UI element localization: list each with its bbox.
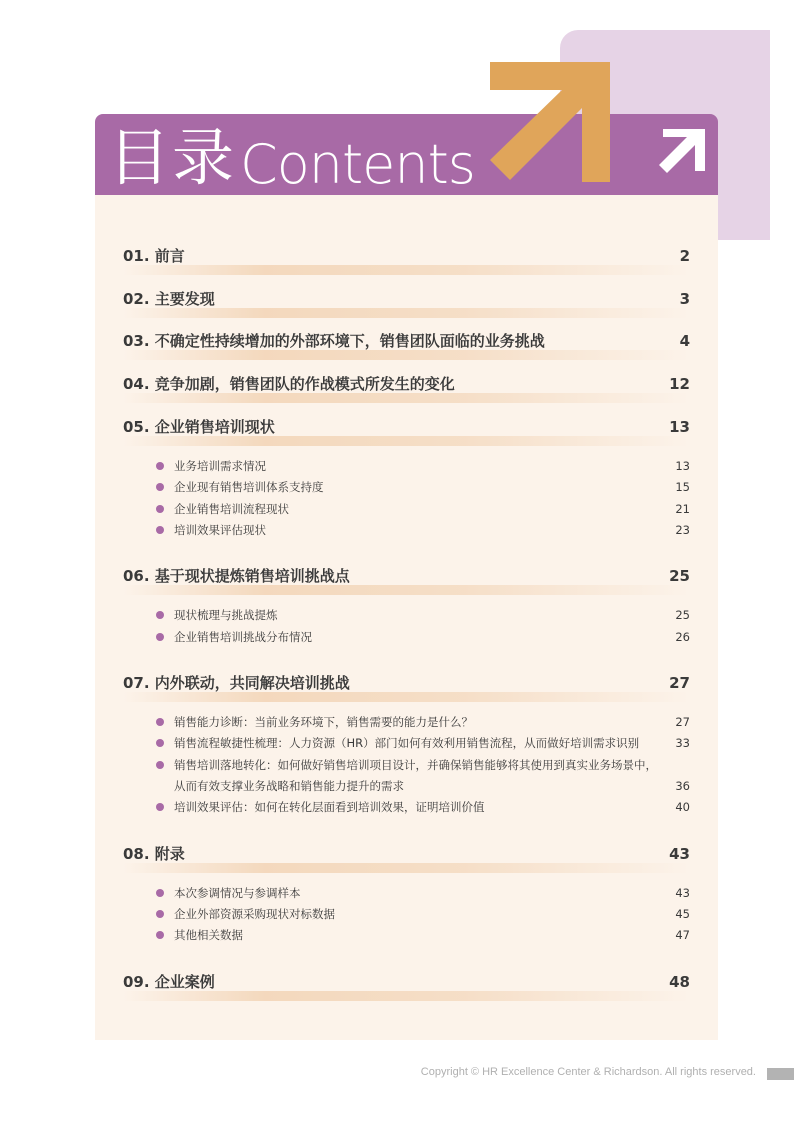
toc-entry-page: 3 [679, 290, 690, 308]
toc-entry-07[interactable] [123, 670, 690, 698]
toc-entry-page: 25 [669, 567, 690, 585]
toc-subentry-page: 43 [675, 886, 690, 900]
bullet-dot-icon [156, 761, 164, 769]
bullet-dot-icon [156, 462, 164, 470]
bullet-dot-icon [156, 633, 164, 641]
toc-entry-label: 08. 附录 [123, 845, 185, 863]
toc-subentry-page: 25 [675, 608, 690, 622]
toc-subentry-page: 13 [675, 459, 690, 473]
toc-subentry-page: 36 [675, 779, 690, 793]
toc-subentry[interactable] [156, 456, 690, 476]
toc-subentry-page: 47 [675, 928, 690, 942]
toc-entry-08[interactable] [123, 841, 690, 869]
toc-subentry-label: 企业现有销售培训体系支持度 [174, 480, 324, 494]
toc-subentry[interactable] [156, 499, 690, 519]
toc-entry-page: 4 [679, 332, 690, 350]
toc-entry-page: 27 [669, 674, 690, 692]
bullet-dot-icon [156, 803, 164, 811]
toc-subentry-label: 企业销售培训流程现状 [174, 502, 289, 516]
toc-subentry-label: 业务培训需求情况 [174, 459, 266, 473]
toc-subentry-page: 33 [675, 736, 690, 750]
toc-entry-page: 48 [669, 973, 690, 991]
toc-subentry-page: 27 [675, 715, 690, 729]
toc-entry-04[interactable] [123, 371, 690, 399]
toc-entry-06[interactable] [123, 563, 690, 591]
toc-entry-09[interactable] [123, 969, 690, 997]
toc-entry-label: 06. 基于现状提炼销售培训挑战点 [123, 567, 350, 585]
copyright-notice: Copyright © HR Excellence Center & Richardson. All rights reserved. [420, 1066, 756, 1078]
bullet-dot-icon [156, 739, 164, 747]
toc-subentry-page: 45 [675, 907, 690, 921]
toc-subentry[interactable] [156, 904, 690, 924]
toc-entry-05[interactable] [123, 414, 690, 442]
toc-subentry[interactable] [156, 925, 690, 945]
toc-subentry-page: 15 [675, 480, 690, 494]
toc-entry-label: 05. 企业销售培训现状 [123, 418, 275, 436]
toc-entry-02[interactable] [123, 286, 690, 314]
toc-subentry[interactable] [156, 733, 690, 753]
bullet-dot-icon [156, 505, 164, 513]
toc-entry-label: 09. 企业案例 [123, 973, 215, 991]
toc-subentry-page: 23 [675, 523, 690, 537]
bullet-dot-icon [156, 611, 164, 619]
toc-entry-label: 07. 内外联动，共同解决培训挑战 [123, 674, 350, 692]
entry-underline [123, 863, 690, 873]
toc-subentry-page: 26 [675, 630, 690, 644]
toc-subentry[interactable] [156, 797, 690, 817]
toc-entry-03[interactable] [123, 328, 690, 356]
toc-subentry[interactable] [156, 477, 690, 497]
entry-underline [123, 265, 690, 275]
toc-entry-01[interactable] [123, 243, 690, 271]
toc-subentry-label: 销售能力诊断：当前业务环境下，销售需要的能力是什么？ [174, 715, 473, 729]
toc-entry-label: 02. 主要发现 [123, 290, 215, 308]
toc-subentry-label: 培训效果评估现状 [174, 523, 266, 537]
toc-subentry-label: 企业销售培训挑战分布情况 [174, 630, 312, 644]
bullet-dot-icon [156, 910, 164, 918]
toc-subentry-label: 本次参调情况与参调样本 [174, 886, 301, 900]
toc-subentry[interactable] [156, 605, 690, 625]
big-arrow-icon [470, 50, 620, 200]
bullet-dot-icon [156, 483, 164, 491]
toc-subentry-page: 21 [675, 502, 690, 516]
bullet-dot-icon [156, 718, 164, 726]
toc-subentry[interactable] [156, 883, 690, 903]
toc-subentry-page: 40 [675, 800, 690, 814]
title-english: Contents [240, 133, 475, 196]
toc-entry-label: 04. 竞争加剧，销售团队的作战模式所发生的变化 [123, 375, 455, 393]
toc-subentry-label: 企业外部资源采购现状对标数据 [174, 907, 335, 921]
toc-subentry-label: 销售流程敏捷性梳理：人力资源（HR）部门如何有效利用销售流程，从而做好培训需求识别 [174, 736, 640, 750]
bullet-dot-icon [156, 889, 164, 897]
toc-subentry-label: 培训效果评估：如何在转化层面看到培训效果，证明培训价值 [174, 800, 485, 814]
toc-entry-label: 01. 前言 [123, 247, 185, 265]
bullet-dot-icon [156, 931, 164, 939]
toc-entry-page: 43 [669, 845, 690, 863]
toc-subentry-label: 其他相关数据 [174, 928, 243, 942]
toc-entry-page: 13 [669, 418, 690, 436]
toc-entry-page: 2 [679, 247, 690, 265]
toc-subentry[interactable] [156, 627, 690, 647]
toc-subentry[interactable] [156, 755, 690, 797]
toc-entry-label: 03. 不确定性持续增加的外部环境下，销售团队面临的业务挑战 [123, 332, 545, 350]
small-arrow-icon [655, 125, 710, 180]
toc-entry-page: 12 [669, 375, 690, 393]
toc-subentry[interactable] [156, 520, 690, 540]
toc-subentry-label: 现状梳理与挑战提炼 [174, 608, 278, 622]
toc-subentry[interactable] [156, 712, 690, 732]
title-chinese: 目录 [108, 121, 237, 194]
toc-subentry-label: 销售培训落地转化：如何做好销售培训项目设计，并确保销售能够将其使用到真实业务场景中，从而有效支撑业务战略和销售能力提升的需求 [174, 758, 657, 793]
footer-page-marker [767, 1068, 794, 1080]
bullet-dot-icon [156, 526, 164, 534]
